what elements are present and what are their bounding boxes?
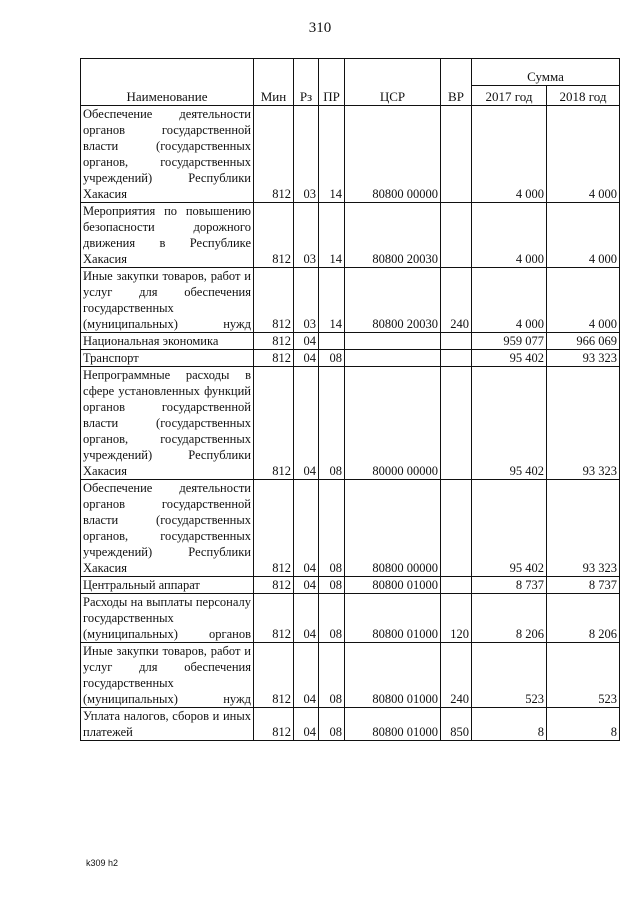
row-rz-cell: 04 xyxy=(294,367,319,480)
row-pr-cell: 08 xyxy=(319,708,345,741)
row-name-cell: Транспорт xyxy=(81,350,254,367)
header-rz: Рз xyxy=(294,59,319,106)
row-min-cell: 812 xyxy=(254,333,294,350)
table-row xyxy=(81,480,620,577)
row-2017-cell: 523 xyxy=(472,643,547,708)
table-row xyxy=(81,594,620,643)
row-2017-cell: 959 077 xyxy=(472,333,547,350)
row-min-cell: 812 xyxy=(254,594,294,643)
row-name-cell: Расходы на выплаты персоналу государственных (муниципальных) органов xyxy=(81,594,254,643)
table-row xyxy=(81,643,620,708)
row-csr-cell: 80800 01000 xyxy=(345,708,441,741)
row-name-cell: Национальная экономика xyxy=(81,333,254,350)
row-pr-cell: 14 xyxy=(319,106,345,203)
table-row xyxy=(81,350,620,367)
header-pr: ПР xyxy=(319,59,345,106)
row-name-cell: Уплата налогов, сборов и иных платежей xyxy=(81,708,254,741)
row-2017-cell: 95 402 xyxy=(472,350,547,367)
page-number: 310 xyxy=(308,20,332,36)
row-csr-cell: 80800 00000 xyxy=(345,480,441,577)
row-2017-cell: 4 000 xyxy=(472,203,547,268)
row-min-cell: 812 xyxy=(254,203,294,268)
row-csr-cell: 80800 01000 xyxy=(345,643,441,708)
row-min-cell: 812 xyxy=(254,480,294,577)
row-csr-cell: 80000 00000 xyxy=(345,367,441,480)
row-vr-cell: 850 xyxy=(441,708,472,741)
table-row xyxy=(81,577,620,594)
budget-table xyxy=(80,58,620,741)
row-rz-cell: 04 xyxy=(294,350,319,367)
row-2017-cell: 95 402 xyxy=(472,480,547,577)
row-2017-cell: 8 737 xyxy=(472,577,547,594)
row-rz-cell: 03 xyxy=(294,268,319,333)
row-min-cell: 812 xyxy=(254,577,294,594)
row-rz-cell: 03 xyxy=(294,106,319,203)
table-row xyxy=(81,106,620,203)
row-pr-cell: 14 xyxy=(319,268,345,333)
row-min-cell: 812 xyxy=(254,350,294,367)
row-name-cell: Иные закупки товаров, работ и услуг для обеспечения государственных (муниципальных) нужд xyxy=(81,268,254,333)
row-2018-cell: 93 323 xyxy=(547,350,620,367)
row-name-cell: Иные закупки товаров, работ и услуг для обеспечения государственных (муниципальных) нужд xyxy=(81,643,254,708)
row-csr-cell xyxy=(345,333,441,350)
table-body xyxy=(81,106,620,741)
row-vr-cell xyxy=(441,203,472,268)
row-vr-cell: 240 xyxy=(441,268,472,333)
row-2017-cell: 8 xyxy=(472,708,547,741)
table-row xyxy=(81,333,620,350)
row-pr-cell xyxy=(319,333,345,350)
row-rz-cell: 03 xyxy=(294,203,319,268)
row-csr-cell: 80800 00000 xyxy=(345,106,441,203)
row-name-cell: Обеспечение деятельности органов государственной власти (государственных органов, государственных учреждений) Республики Хакасия xyxy=(81,480,254,577)
table-row xyxy=(81,203,620,268)
row-vr-cell xyxy=(441,350,472,367)
row-name-cell: Обеспечение деятельности органов государственной власти (государственных органов, государственных учреждений) Республики Хакасия xyxy=(81,106,254,203)
row-2018-cell: 93 323 xyxy=(547,480,620,577)
row-csr-cell: 80800 01000 xyxy=(345,577,441,594)
row-csr-cell: 80800 20030 xyxy=(345,203,441,268)
row-name-cell: Центральный аппарат xyxy=(81,577,254,594)
row-rz-cell: 04 xyxy=(294,333,319,350)
table-row xyxy=(81,268,620,333)
row-2017-cell: 95 402 xyxy=(472,367,547,480)
header-row xyxy=(81,59,620,86)
row-min-cell: 812 xyxy=(254,643,294,708)
row-2018-cell: 8 206 xyxy=(547,594,620,643)
row-min-cell: 812 xyxy=(254,106,294,203)
row-pr-cell: 08 xyxy=(319,480,345,577)
header-year-2017: 2017 год xyxy=(472,86,547,106)
row-vr-cell: 240 xyxy=(441,643,472,708)
row-2018-cell: 4 000 xyxy=(547,268,620,333)
row-rz-cell: 04 xyxy=(294,480,319,577)
header-csr: ЦСР xyxy=(345,59,441,106)
row-2018-cell: 523 xyxy=(547,643,620,708)
row-name-cell: Непрограммные расходы в сфере установленных функций органов государственной власти (государственных органов, государственных учреждений) Республики Хакасия xyxy=(81,367,254,480)
row-2017-cell: 4 000 xyxy=(472,268,547,333)
row-rz-cell: 04 xyxy=(294,594,319,643)
row-rz-cell: 04 xyxy=(294,708,319,741)
row-2018-cell: 8 737 xyxy=(547,577,620,594)
footer-code: k309 h2 xyxy=(86,858,119,868)
row-vr-cell xyxy=(441,577,472,594)
row-2018-cell: 966 069 xyxy=(547,333,620,350)
row-2018-cell: 93 323 xyxy=(547,367,620,480)
table-row xyxy=(81,708,620,741)
row-pr-cell: 08 xyxy=(319,367,345,480)
row-rz-cell: 04 xyxy=(294,577,319,594)
row-min-cell: 812 xyxy=(254,268,294,333)
header-sum: Сумма xyxy=(472,59,620,86)
header-year-2018: 2018 год xyxy=(547,86,620,106)
row-pr-cell: 14 xyxy=(319,203,345,268)
header-vr: ВР xyxy=(441,59,472,106)
row-min-cell: 812 xyxy=(254,708,294,741)
row-name-cell: Мероприятия по повышению безопасности дорожного движения в Республике Хакасия xyxy=(81,203,254,268)
row-rz-cell: 04 xyxy=(294,643,319,708)
row-csr-cell: 80800 20030 xyxy=(345,268,441,333)
row-vr-cell xyxy=(441,106,472,203)
row-vr-cell: 120 xyxy=(441,594,472,643)
row-pr-cell: 08 xyxy=(319,594,345,643)
row-csr-cell xyxy=(345,350,441,367)
header-min: Мин xyxy=(254,59,294,106)
row-pr-cell: 08 xyxy=(319,643,345,708)
table-row xyxy=(81,367,620,480)
row-vr-cell xyxy=(441,367,472,480)
header-name: Наименование xyxy=(81,59,254,106)
row-min-cell: 812 xyxy=(254,367,294,480)
row-2018-cell: 8 xyxy=(547,708,620,741)
row-2017-cell: 8 206 xyxy=(472,594,547,643)
row-pr-cell: 08 xyxy=(319,350,345,367)
row-2018-cell: 4 000 xyxy=(547,203,620,268)
row-2017-cell: 4 000 xyxy=(472,106,547,203)
row-vr-cell xyxy=(441,333,472,350)
row-pr-cell: 08 xyxy=(319,577,345,594)
row-vr-cell xyxy=(441,480,472,577)
row-2018-cell: 4 000 xyxy=(547,106,620,203)
row-csr-cell: 80800 01000 xyxy=(345,594,441,643)
